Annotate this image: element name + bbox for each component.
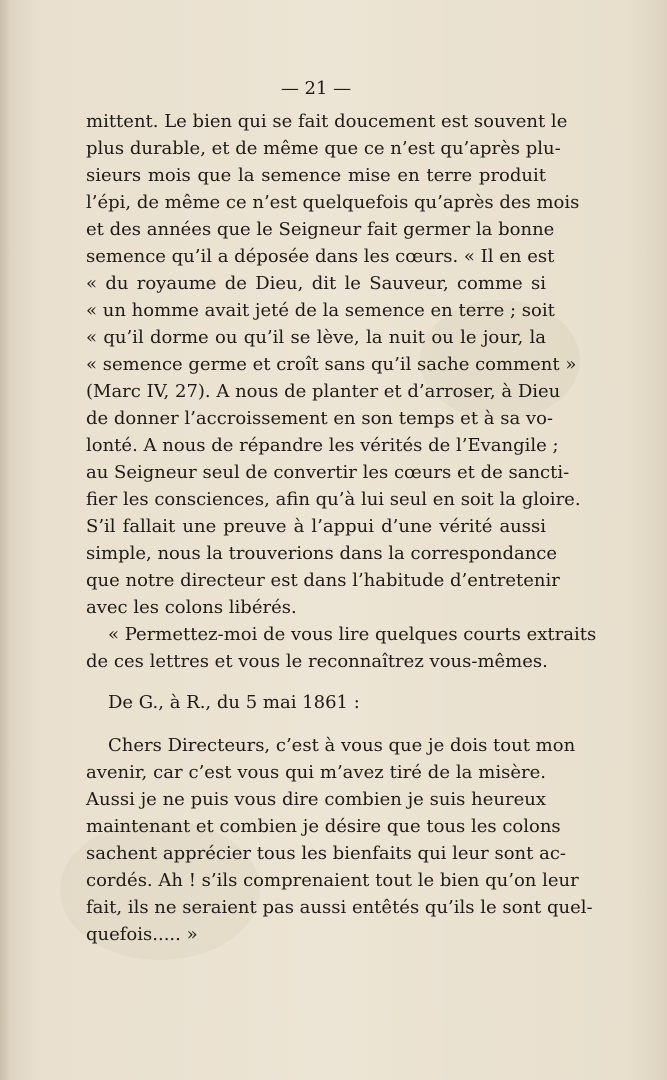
text-line: l’épi, de même ce n’est quelquefois qu’après des mois bbox=[86, 192, 580, 213]
text-line: « du royaume de Dieu, dit le Sauveur, comme si bbox=[86, 273, 546, 294]
page-number: — 21 — bbox=[280, 78, 352, 99]
text-line: de ces lettres et vous le reconnaîtrez vous-mêmes. bbox=[86, 651, 548, 672]
text-line: simple, nous la trouverions dans la correspondance bbox=[86, 543, 558, 564]
text-line: avenir, car c’est vous qui m’avez tiré de la misère. bbox=[86, 762, 546, 783]
text-line: Aussi je ne puis vous dire combien je suis heureux bbox=[86, 789, 546, 810]
text-line: lonté. A nous de répandre les vérités de l’Evangile ; bbox=[86, 435, 559, 456]
letter-excerpt bbox=[86, 732, 593, 948]
text-line: cordés. Ah ! s’ils comprenaient tout le bien qu’on leur bbox=[86, 870, 579, 891]
text-line: sieurs mois que la semence mise en terre produit bbox=[86, 165, 546, 186]
text-line: semence qu’il a déposée dans les cœurs. « Il en est bbox=[86, 246, 555, 267]
text-line: Chers Directeurs, c’est à vous que je dois tout mon bbox=[108, 735, 576, 756]
text-line: de donner l’accroissement en son temps et à sa vo- bbox=[86, 408, 554, 429]
text-line: et des années que le Seigneur fait germer la bonne bbox=[86, 219, 555, 240]
text-line: S’il fallait une preuve à l’appui d’une vérité aussi bbox=[86, 516, 546, 537]
text-line: quefois..... » bbox=[86, 924, 198, 945]
text-line: plus durable, et de même que ce n’est qu’après plu- bbox=[86, 138, 561, 159]
page-edge-shadow bbox=[0, 0, 10, 1080]
text-line: au Seigneur seul de convertir les cœurs et de sancti- bbox=[86, 462, 570, 483]
text-line: « Permettez-moi de vous lire quelques courts extraits bbox=[108, 624, 597, 645]
text-line: sachent apprécier tous les bienfaits qui leur sont ac- bbox=[86, 843, 566, 864]
page-text bbox=[86, 70, 597, 948]
text-line: « qu’il dorme ou qu’il se lève, la nuit ou le jour, la bbox=[86, 327, 546, 348]
text-line: maintenant et combien je désire que tous les colons bbox=[86, 816, 561, 837]
paragraph-2 bbox=[86, 621, 597, 675]
text-line: « semence germe et croît sans qu’il sache comment » bbox=[86, 354, 577, 375]
letter-dateline: De G., à R., du 5 mai 1861 : bbox=[108, 692, 360, 713]
text-line: « un homme avait jeté de la semence en terre ; soit bbox=[86, 300, 555, 321]
paragraph-1 bbox=[86, 108, 581, 621]
text-line: que notre directeur est dans l’habitude d’entretenir bbox=[86, 570, 560, 591]
text-line: fait, ils ne seraient pas aussi entêtés qu’ils le sont quel- bbox=[86, 897, 593, 918]
text-line: mittent. Le bien qui se fait doucement est souvent le bbox=[86, 111, 568, 132]
text-line: (Marc IV, 27). A nous de planter et d’arroser, à Dieu bbox=[86, 381, 561, 402]
text-line: avec les colons libérés. bbox=[86, 597, 297, 618]
text-line: fier les consciences, afin qu’à lui seul en soit la gloire. bbox=[86, 489, 581, 510]
